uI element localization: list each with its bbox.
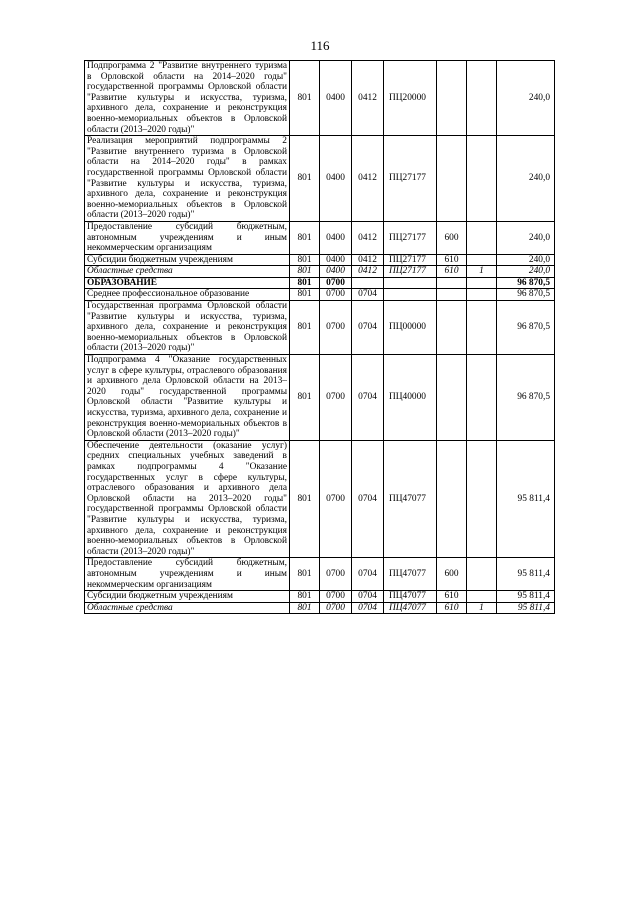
row-target-code: ПЦ47077 bbox=[384, 440, 437, 558]
table-row bbox=[85, 221, 555, 254]
row-name: Подпрограмма 2 "Развитие внутреннего туризма в Орловской области на 2014–2020 годы" государственной программы Орловской области "Развитие культуры и искусства, туризма, архивного дела, сохранение и реконструкция военно-мемориальных объектов в Орловской области (2013–2020 годы)" bbox=[85, 61, 290, 136]
row-section-code: 0400 bbox=[320, 61, 352, 136]
row-target-code: ПЦ47077 bbox=[384, 591, 437, 603]
row-subsection-code: 0704 bbox=[352, 591, 384, 603]
row-amount: 240,0 bbox=[497, 254, 555, 266]
row-section-code: 0400 bbox=[320, 136, 352, 222]
row-section-code: 0700 bbox=[320, 289, 352, 301]
row-expense-type: 610 bbox=[437, 254, 467, 266]
row-subsection-code: 0704 bbox=[352, 440, 384, 558]
row-expense-type bbox=[437, 277, 467, 289]
row-name: Подпрограмма 4 "Оказание государственных услуг в сфере культуры, отраслевого образования и архивного дела Орловской области на 2013–2020 годы" государственной программы Орловской области "Развитие культуры и искусства, туризма, архивного дела, сохранение и реконструкция военно-мемориальных объектов в Орловской области (2013–2020 годы)" bbox=[85, 355, 290, 441]
row-ministry-code: 801 bbox=[290, 277, 320, 289]
row-funding-source: 1 bbox=[467, 266, 497, 278]
row-amount: 240,0 bbox=[497, 266, 555, 278]
row-ministry-code: 801 bbox=[290, 221, 320, 254]
row-target-code: ПЦ47077 bbox=[384, 602, 437, 614]
row-ministry-code: 801 bbox=[290, 440, 320, 558]
row-expense-type bbox=[437, 61, 467, 136]
row-section-code: 0700 bbox=[320, 355, 352, 441]
row-ministry-code: 801 bbox=[290, 602, 320, 614]
row-expense-type: 600 bbox=[437, 558, 467, 591]
row-funding-source bbox=[467, 277, 497, 289]
row-target-code: ПЦ27177 bbox=[384, 266, 437, 278]
row-name: Реализация мероприятий подпрограммы 2 "Развитие внутреннего туризма в Орловской области на 2014–2020 годы" в рамках государственной программы Орловской области "Развитие культуры и искусства, туризма, архивного дела, сохранение и реконструкция военно-мемориальных объектов в Орловской области (2013–2020 годы)" bbox=[85, 136, 290, 222]
table-row bbox=[85, 355, 555, 441]
row-target-code: ПЦ47077 bbox=[384, 558, 437, 591]
row-funding-source bbox=[467, 558, 497, 591]
row-subsection-code: 0704 bbox=[352, 558, 384, 591]
table-row bbox=[85, 61, 555, 136]
row-subsection-code: 0412 bbox=[352, 136, 384, 222]
row-amount: 96 870,5 bbox=[497, 277, 555, 289]
row-section-code: 0700 bbox=[320, 277, 352, 289]
row-subsection-code: 0704 bbox=[352, 289, 384, 301]
row-amount: 95 811,4 bbox=[497, 558, 555, 591]
row-expense-type bbox=[437, 136, 467, 222]
row-ministry-code: 801 bbox=[290, 136, 320, 222]
row-ministry-code: 801 bbox=[290, 254, 320, 266]
row-ministry-code: 801 bbox=[290, 355, 320, 441]
row-funding-source bbox=[467, 136, 497, 222]
row-section-code: 0400 bbox=[320, 221, 352, 254]
table-row bbox=[85, 289, 555, 301]
row-target-code: ПЦ40000 bbox=[384, 355, 437, 441]
row-section-code: 0400 bbox=[320, 254, 352, 266]
row-expense-type: 600 bbox=[437, 221, 467, 254]
row-name: Обеспечение деятельности (оказание услуг) средних специальных учебных заведений в рамках подпрограммы 4 "Оказание государственных услуг в сфере культуры, отраслевого образования и архивного дела Орловской области на 2013–2020 годы" государственной программы Орловской области "Развитие культуры и искусства, туризма, архивного дела, сохранение и реконструкция военно-мемориальных объектов в Орловской области (2013–2020 годы)" bbox=[85, 440, 290, 558]
row-amount: 240,0 bbox=[497, 136, 555, 222]
page-number: 116 bbox=[310, 38, 330, 53]
row-target-code: ПЦ20000 bbox=[384, 61, 437, 136]
row-amount: 240,0 bbox=[497, 221, 555, 254]
row-ministry-code: 801 bbox=[290, 61, 320, 136]
row-funding-source bbox=[467, 289, 497, 301]
row-subsection-code: 0412 bbox=[352, 254, 384, 266]
row-target-code: ПЦ27177 bbox=[384, 221, 437, 254]
table-body bbox=[85, 61, 555, 614]
row-name: Государственная программа Орловской области "Развитие культуры и искусства, туризма, архивного дела, сохранение и реконструкция военно-мемориальных объектов в Орловской области (2013–2020 годы)" bbox=[85, 301, 290, 355]
row-section-code: 0700 bbox=[320, 591, 352, 603]
table-row bbox=[85, 558, 555, 591]
row-funding-source bbox=[467, 221, 497, 254]
row-section-code: 0700 bbox=[320, 440, 352, 558]
row-section-code: 0700 bbox=[320, 602, 352, 614]
row-subsection-code: 0704 bbox=[352, 355, 384, 441]
row-amount: 95 811,4 bbox=[497, 602, 555, 614]
row-amount: 95 811,4 bbox=[497, 440, 555, 558]
table-row bbox=[85, 254, 555, 266]
row-name: Областные средства bbox=[85, 602, 290, 614]
row-funding-source bbox=[467, 61, 497, 136]
row-section-code: 0700 bbox=[320, 558, 352, 591]
row-expense-type: 610 bbox=[437, 266, 467, 278]
row-ministry-code: 801 bbox=[290, 558, 320, 591]
row-name: Областные средства bbox=[85, 266, 290, 278]
row-funding-source bbox=[467, 254, 497, 266]
row-funding-source bbox=[467, 440, 497, 558]
table-row bbox=[85, 301, 555, 355]
row-ministry-code: 801 bbox=[290, 266, 320, 278]
row-subsection-code bbox=[352, 277, 384, 289]
row-ministry-code: 801 bbox=[290, 301, 320, 355]
row-section-code: 0700 bbox=[320, 301, 352, 355]
row-target-code bbox=[384, 277, 437, 289]
row-ministry-code: 801 bbox=[290, 591, 320, 603]
table-row bbox=[85, 277, 555, 289]
row-target-code bbox=[384, 289, 437, 301]
row-expense-type bbox=[437, 440, 467, 558]
row-subsection-code: 0412 bbox=[352, 61, 384, 136]
budget-table bbox=[84, 60, 555, 614]
row-target-code: ПЦ00000 bbox=[384, 301, 437, 355]
row-subsection-code: 0412 bbox=[352, 221, 384, 254]
row-expense-type bbox=[437, 289, 467, 301]
table-row bbox=[85, 440, 555, 558]
row-expense-type bbox=[437, 301, 467, 355]
row-expense-type bbox=[437, 355, 467, 441]
row-subsection-code: 0412 bbox=[352, 266, 384, 278]
row-funding-source bbox=[467, 591, 497, 603]
row-target-code: ПЦ27177 bbox=[384, 254, 437, 266]
row-expense-type: 610 bbox=[437, 602, 467, 614]
row-name: ОБРАЗОВАНИЕ bbox=[85, 277, 290, 289]
row-ministry-code: 801 bbox=[290, 289, 320, 301]
row-section-code: 0400 bbox=[320, 266, 352, 278]
row-name: Предоставление субсидий бюджетным, автономным учреждениям и иным некоммерческим организациям bbox=[85, 558, 290, 591]
table-row bbox=[85, 591, 555, 603]
row-amount: 96 870,5 bbox=[497, 289, 555, 301]
table-row bbox=[85, 266, 555, 278]
row-amount: 95 811,4 bbox=[497, 591, 555, 603]
table-row bbox=[85, 602, 555, 614]
row-name: Предоставление субсидий бюджетным, автономным учреждениям и иным некоммерческим организациям bbox=[85, 221, 290, 254]
row-funding-source bbox=[467, 355, 497, 441]
table-row bbox=[85, 136, 555, 222]
row-target-code: ПЦ27177 bbox=[384, 136, 437, 222]
row-subsection-code: 0704 bbox=[352, 602, 384, 614]
row-amount: 96 870,5 bbox=[497, 355, 555, 441]
row-name: Субсидии бюджетным учреждениям bbox=[85, 591, 290, 603]
row-name: Среднее профессиональное образование bbox=[85, 289, 290, 301]
row-amount: 96 870,5 bbox=[497, 301, 555, 355]
row-funding-source: 1 bbox=[467, 602, 497, 614]
row-subsection-code: 0704 bbox=[352, 301, 384, 355]
row-name: Субсидии бюджетным учреждениям bbox=[85, 254, 290, 266]
row-expense-type: 610 bbox=[437, 591, 467, 603]
row-funding-source bbox=[467, 301, 497, 355]
row-amount: 240,0 bbox=[497, 61, 555, 136]
